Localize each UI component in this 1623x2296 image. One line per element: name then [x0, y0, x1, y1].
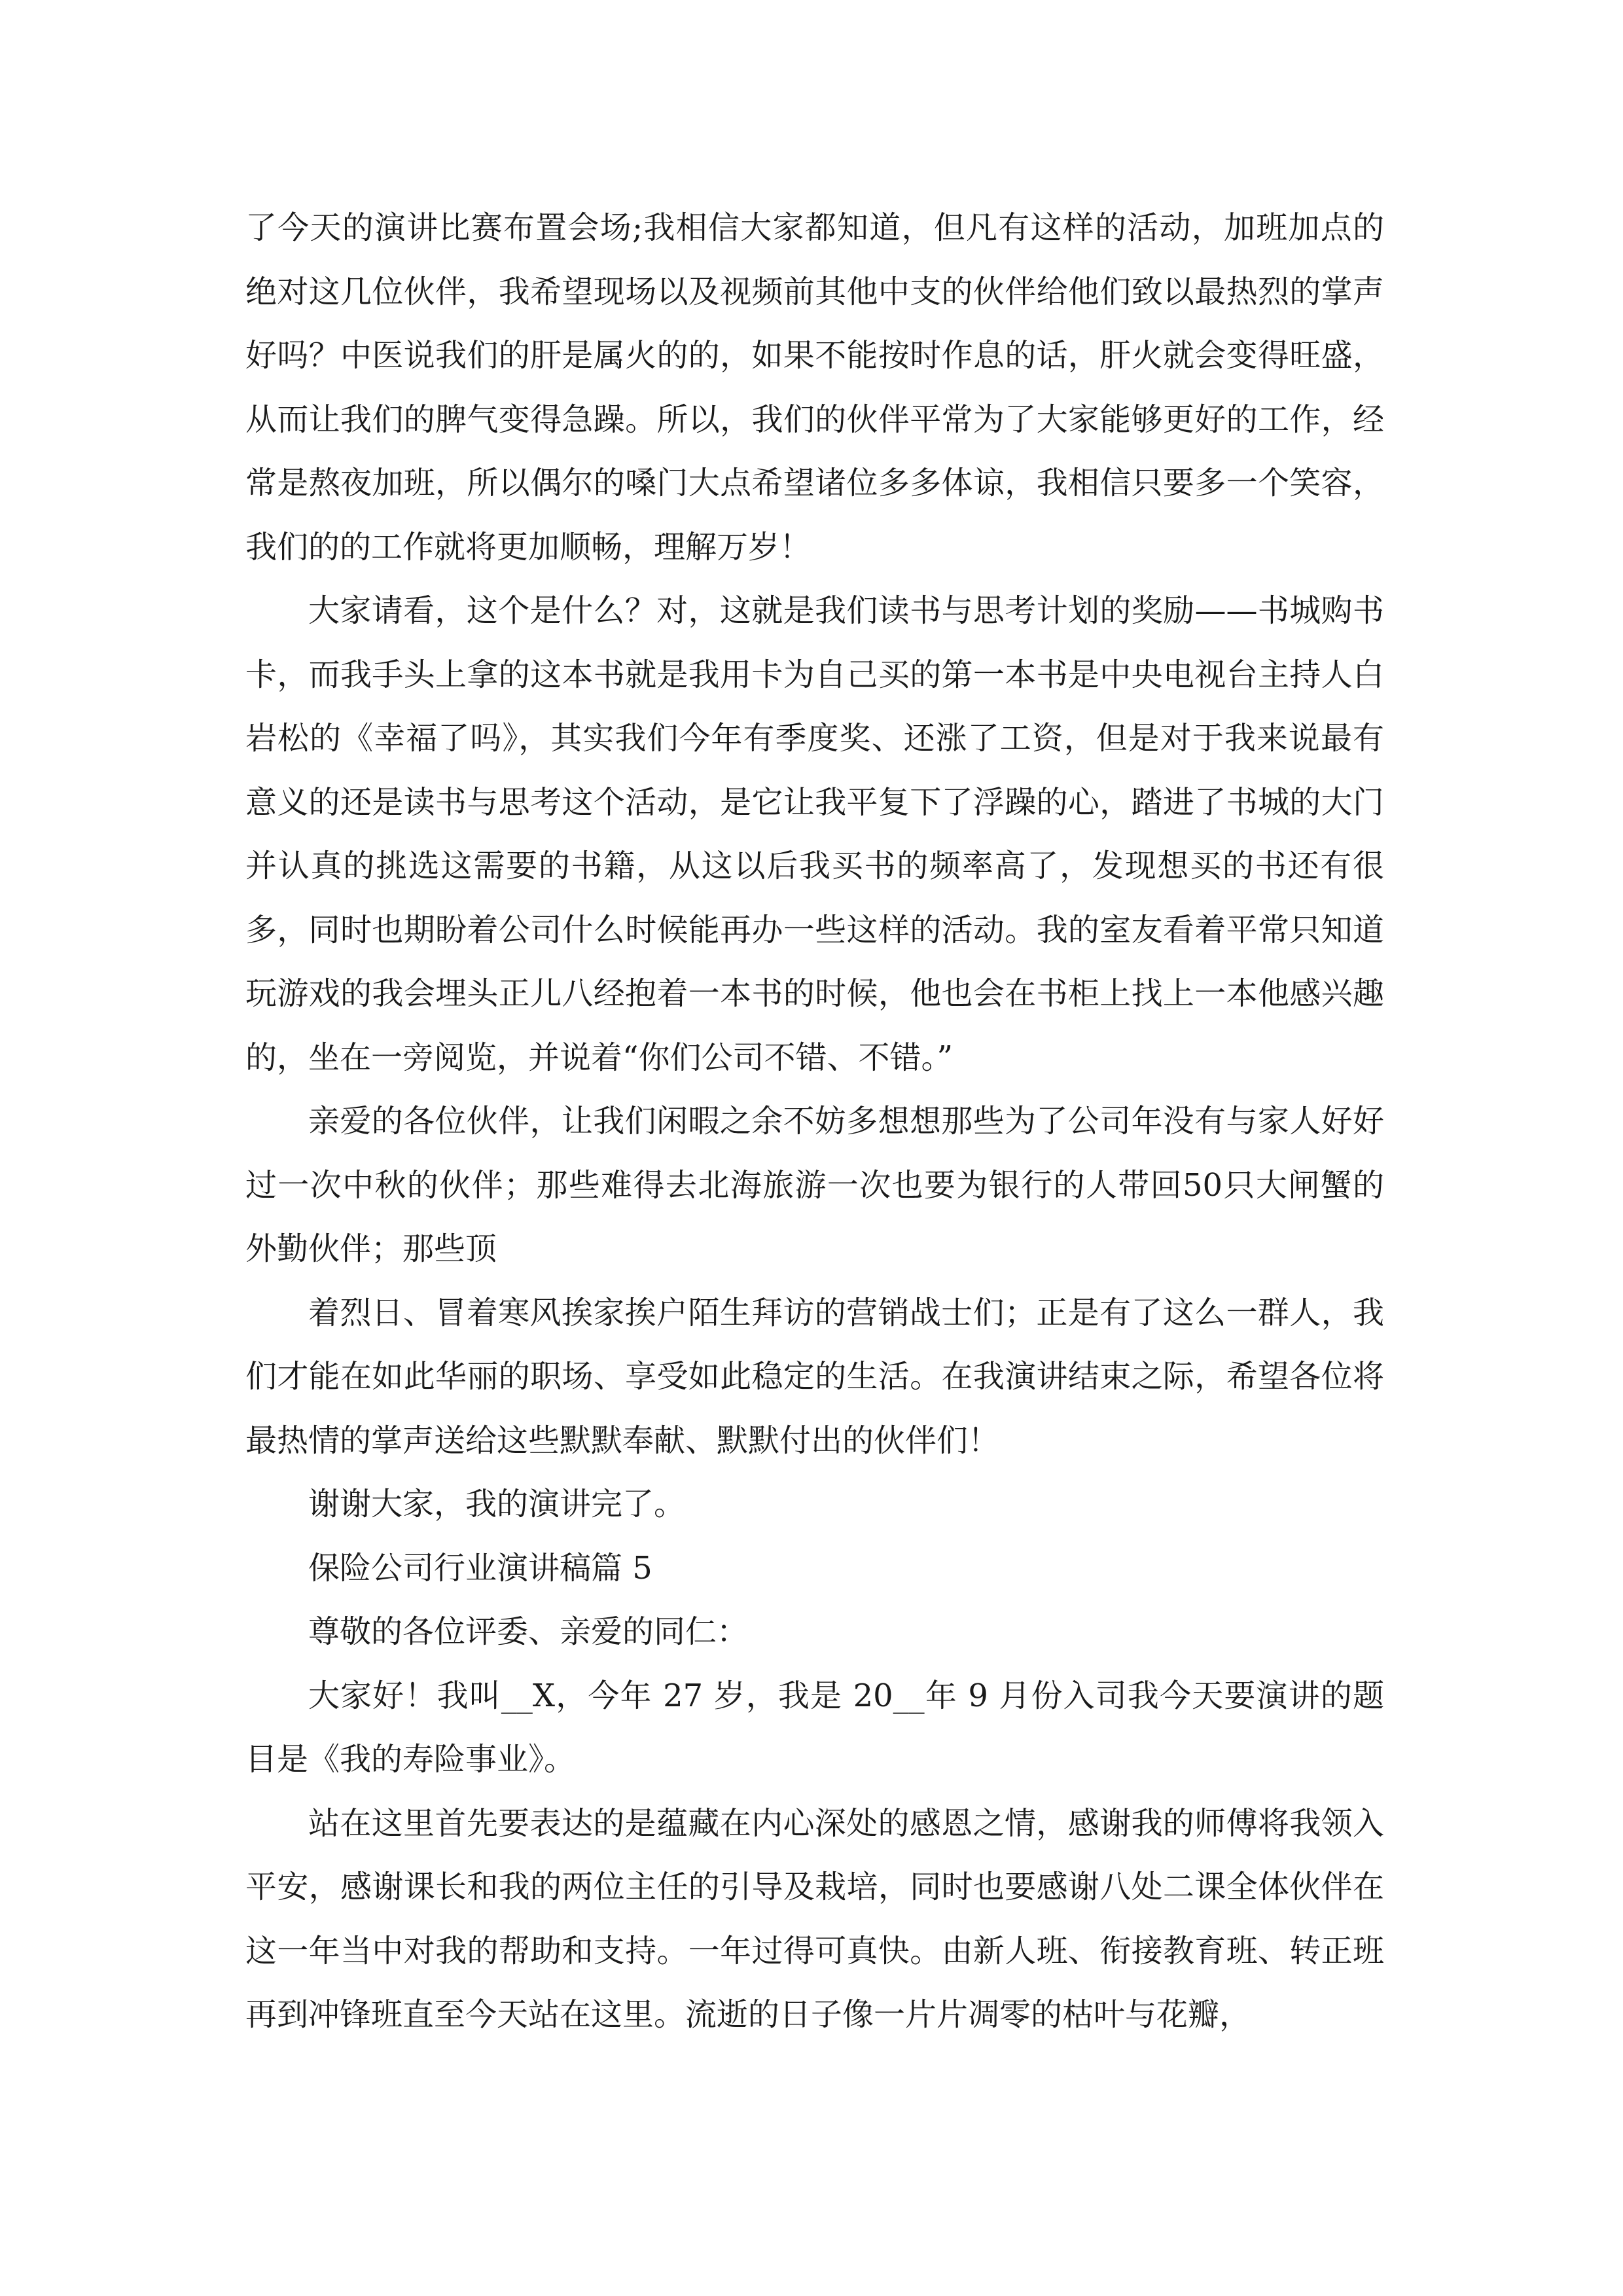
paragraph-9: 站在这里首先要表达的是蕴藏在内心深处的感恩之情，感谢我的师傅将我领入平安，感谢课长和我的两位主任的引导及栽培，同时也要感谢八处二课全体伙伴在这一年当中对我的帮助和支持。一年过得可真快。由新人班、衔接教育班、转正班再到冲锋班直至今天站在这里。流逝的日子像一片片凋零的枯叶与花瓣，	[245, 1804, 1384, 2033]
paragraph-8: 大家好！我叫__X，今年 27 岁，我是 20__年 9 月份入司我今天要演讲的题目是《我的寿险事业》。	[245, 1677, 1384, 1778]
salutation: 尊敬的各位评委、亲爱的同仁：	[308, 1613, 749, 1650]
paragraph-5: 谢谢大家，我的演讲完了。	[308, 1486, 686, 1522]
body-text	[245, 196, 1384, 2047]
paragraph-2: 大家请看，这个是什么？对，这就是我们读书与思考计划的奖励——书城购书卡，而我手头上拿的这本书就是我用卡为自己买的第一本书是中央电视台主持人白岩松的《幸福了吗》，其实我们今年有季度奖、还涨了工资，但是对于我来说最有意义的还是读书与思考这个活动，是它让我平复下了浮躁的心，踏进了书城的大门并认真的挑选这需要的书籍，从这以后我买书的频率高了，发现想买的书还有很多，同时也期盼着公司什么时候能再办一些这样的活动。我的室友看着平常只知道玩游戏的我会埋头正儿八经抱着一本书的时候，他也会在书柜上找上一本他感兴趣的，坐在一旁阅览，并说着“你们公司不错、不错。”	[245, 592, 1384, 1076]
paragraph-3: 亲爱的各位伙伴，让我们闲暇之余不妨多想想那些为了公司年没有与家人好好过一次中秋的伙伴；那些难得去北海旅游一次也要为银行的人带回50只大闸蟹的外勤伙伴；那些顶	[245, 1103, 1384, 1267]
section-heading: 保险公司行业演讲稿篇 5	[308, 1549, 652, 1587]
paragraph-4: 着烈日、冒着寒风挨家挨户陌生拜访的营销战士们；正是有了这么一群人，我们才能在如此华丽的职场、享受如此稳定的生活。在我演讲结束之际，希望各位将最热情的掌声送给这些默默奉献、默默付出的伙伴们！	[245, 1294, 1384, 1459]
paragraph-1: 了今天的演讲比赛布置会场;我相信大家都知道，但凡有这样的活动，加班加点的绝对这几位伙伴，我希望现场以及视频前其他中支的伙伴给他们致以最热烈的掌声好吗？中医说我们的肝是属火的的，如果不能按时作息的话，肝火就会变得旺盛，从而让我们的脾气变得急躁。所以，我们的伙伴平常为了大家能够更好的工作，经常是熬夜加班，所以偶尔的嗓门大点希望诸位多多体谅，我相信只要多一个笑容，我们的的工作就将更加顺畅，理解万岁！	[245, 209, 1384, 565]
